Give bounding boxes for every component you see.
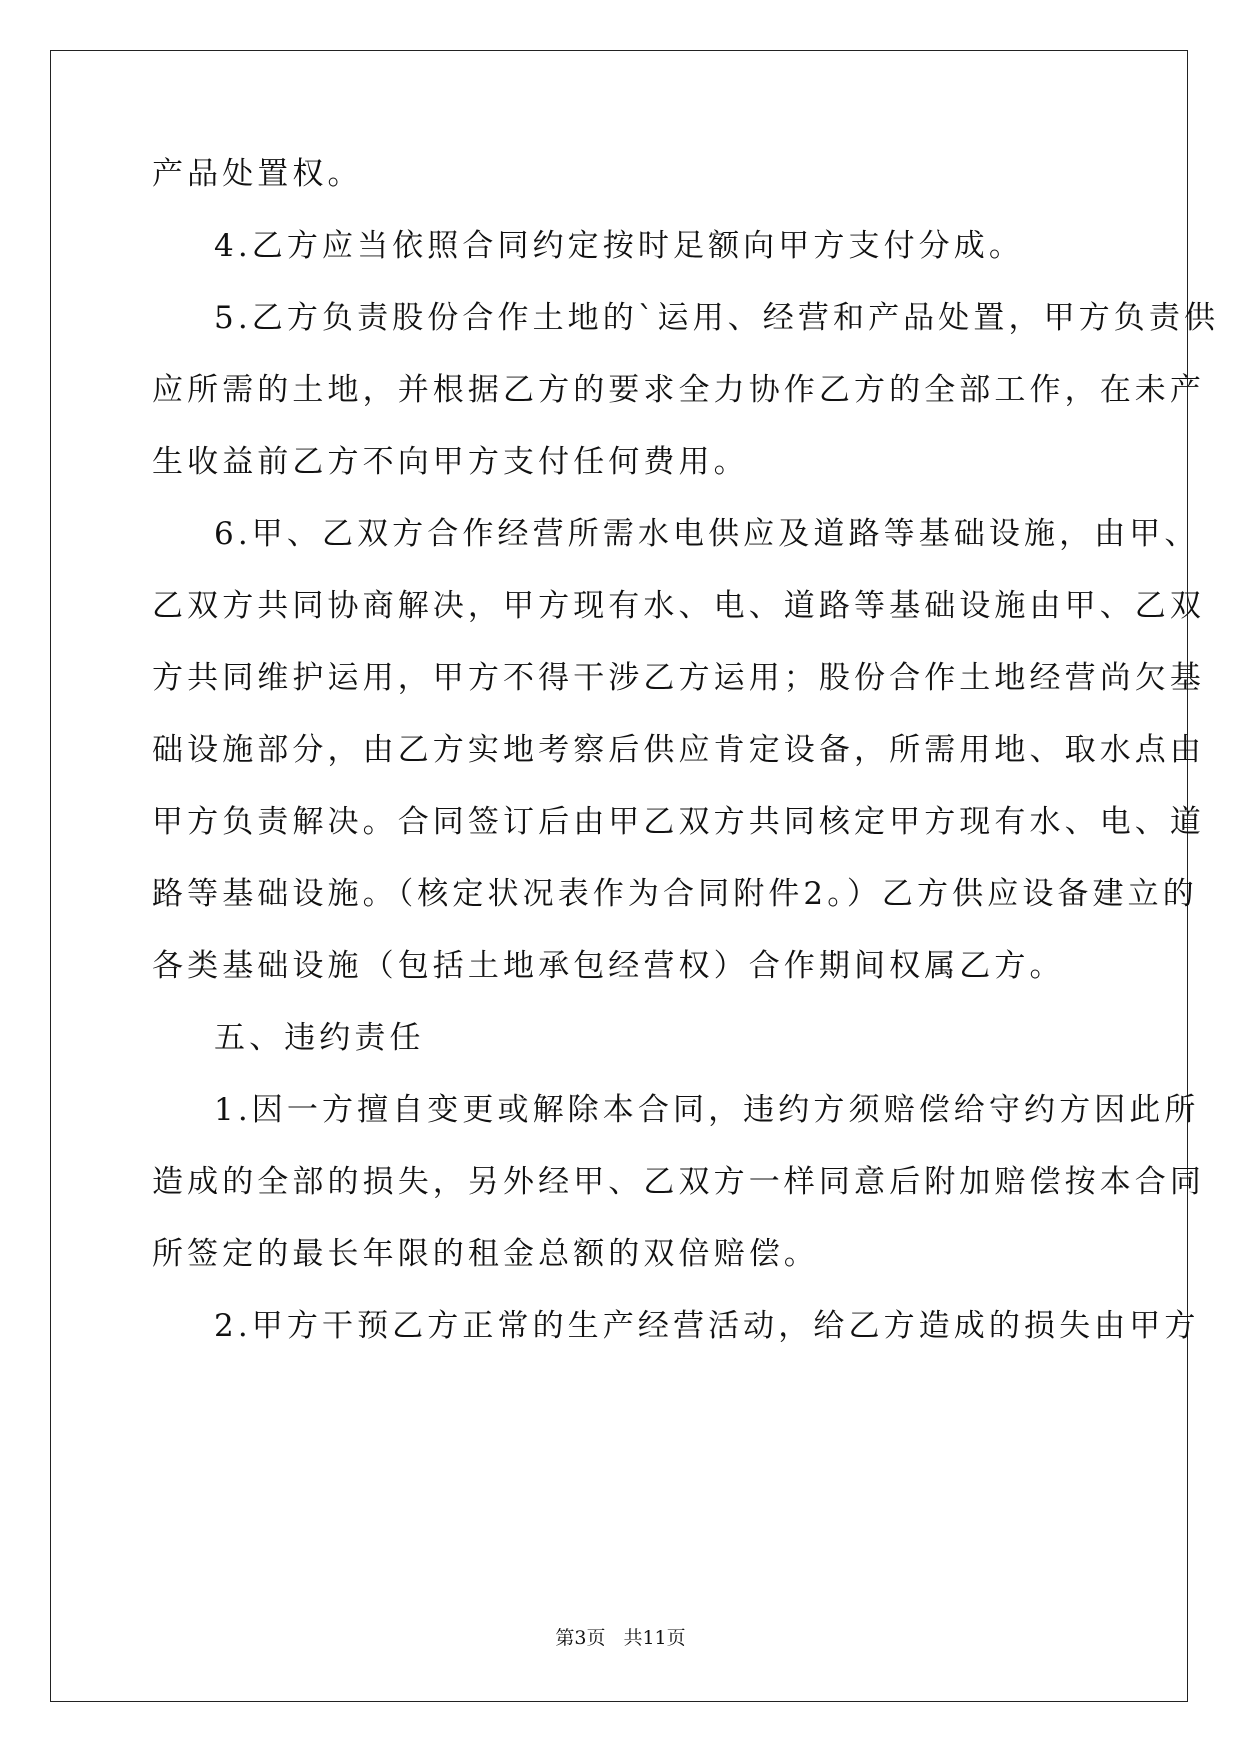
page-total: 共11页 [623, 1627, 686, 1649]
page-number: 第3页 [555, 1627, 606, 1649]
text-line: 应所需的土地，并根据乙方的要求全力协作乙方的全部工作，在未产 [152, 372, 1205, 408]
text-line: 1.因一方擅自变更或解除本合同，违约方须赔偿给守约方因此所 [214, 1092, 1200, 1128]
text-line: 乙双方共同协商解决，甲方现有水、电、道路等基础设施由甲、乙双 [152, 588, 1205, 624]
text-line: 方共同维护运用，甲方不得干涉乙方运用；股份合作土地经营尚欠基 [152, 660, 1205, 696]
text-line: 产品处置权。 [152, 156, 363, 192]
text-line: 甲方负责解决。合同签订后由甲乙双方共同核定甲方现有水、电、道 [152, 804, 1205, 840]
text-line: 6.甲、乙双方合作经营所需水电供应及道路等基础设施，由甲、 [214, 516, 1200, 552]
text-line: 5.乙方负责股份合作土地的`运用、经营和产品处置，甲方负责供 [214, 300, 1220, 336]
text-line: 4.乙方应当依照合同约定按时足额向甲方支付分成。 [214, 228, 1024, 264]
text-line: 生收益前乙方不向甲方支付任何费用。 [152, 444, 749, 480]
text-line: 各类基础设施（包括土地承包经营权）合作期间权属乙方。 [152, 948, 1065, 984]
text-line: 造成的全部的损失，另外经甲、乙双方一样同意后附加赔偿按本合同 [152, 1164, 1205, 1200]
text-line: 路等基础设施。（核定状况表作为合同附件2。）乙方供应设备建立的 [152, 876, 1198, 912]
section-heading: 五、违约责任 [214, 1020, 425, 1056]
text-line: 所签定的最长年限的租金总额的双倍赔偿。 [152, 1236, 819, 1272]
page-footer [0, 1626, 1241, 1650]
text-line: 2.甲方干预乙方正常的生产经营活动，给乙方造成的损失由甲方 [214, 1308, 1200, 1344]
text-line: 础设施部分，由乙方实地考察后供应肯定设备，所需用地、取水点由 [152, 732, 1205, 768]
